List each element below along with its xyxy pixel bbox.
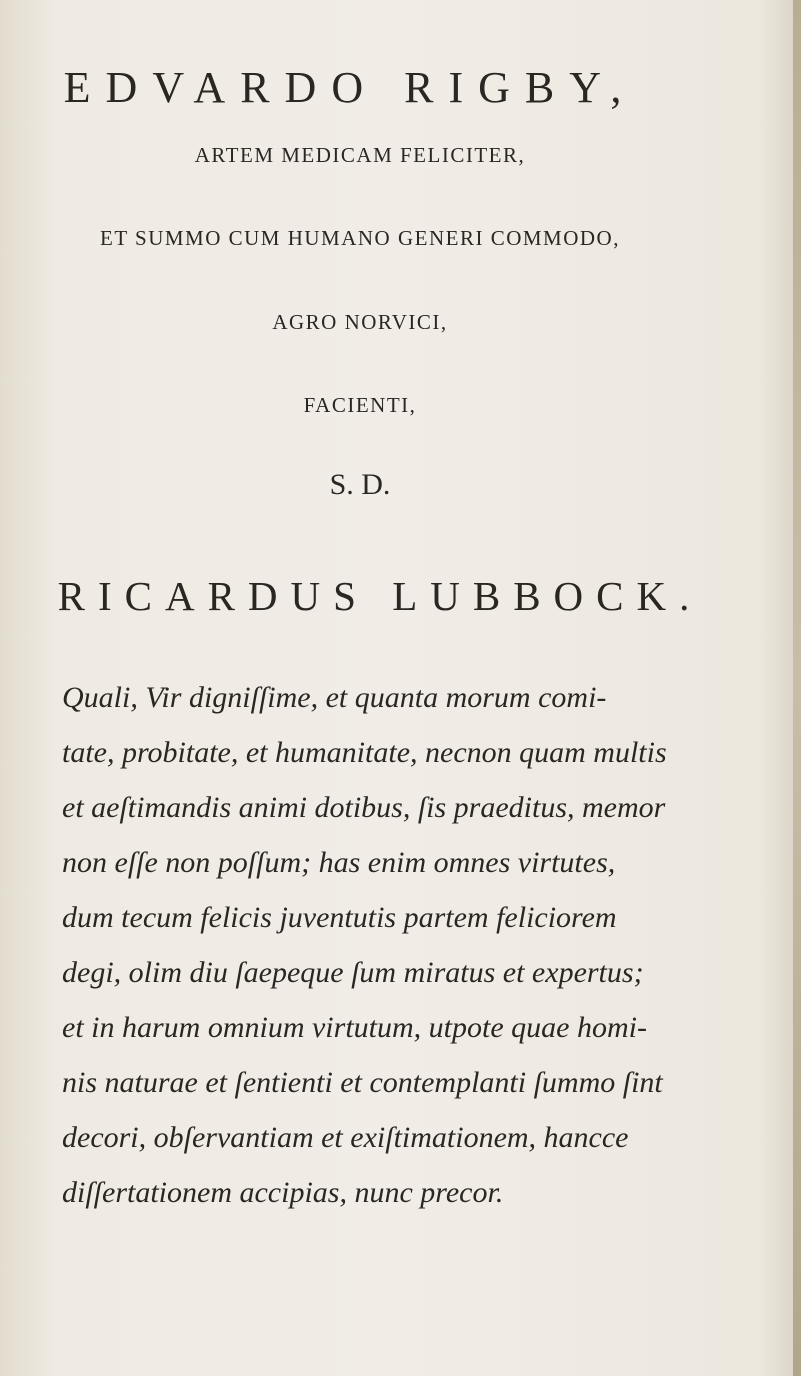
body-line: dum tecum felicis juventutis partem feliciorem — [62, 901, 617, 934]
dedicatee-heading: EDVARDO RIGBY, — [63, 63, 637, 112]
body-line: non eſſe non poſſum; has enim omnes virtutes, — [62, 846, 616, 879]
body-line: decori, obſervantiam et exiſtimationem, hancce — [62, 1121, 629, 1154]
dedication-line: ARTEM MEDICAM FELICITER, — [194, 143, 526, 167]
body-line: degi, olim diu ſaepeque ſum miratus et expertus; — [62, 956, 644, 989]
body-line: tate, probitate, et humanitate, necnon quam multis — [62, 736, 667, 769]
page-edge — [793, 0, 801, 1376]
dedication-line: AGRO NORVICI, — [272, 310, 448, 334]
body-line: et aeſtimandis animi dotibus, ſis praeditus, memor — [62, 791, 666, 824]
body-line: diſſertationem accipias, nunc precor. — [62, 1176, 504, 1209]
body-line: Quali, Vir digniſſime, et quanta morum comi- — [62, 681, 607, 714]
dedication-body — [62, 670, 742, 1220]
salutation: S. D. — [329, 468, 391, 501]
body-line: et in harum omnium virtutum, utpote quae homi- — [62, 1011, 647, 1044]
dedication-line: FACIENTI, — [303, 393, 417, 417]
dedication-line: ET SUMMO CUM HUMANO GENERI COMMODO, — [100, 226, 620, 250]
author-heading: RICARDUS LUBBOCK. — [57, 573, 703, 619]
body-line: nis naturae et ſentienti et contemplanti ſummo ſint — [62, 1066, 663, 1099]
